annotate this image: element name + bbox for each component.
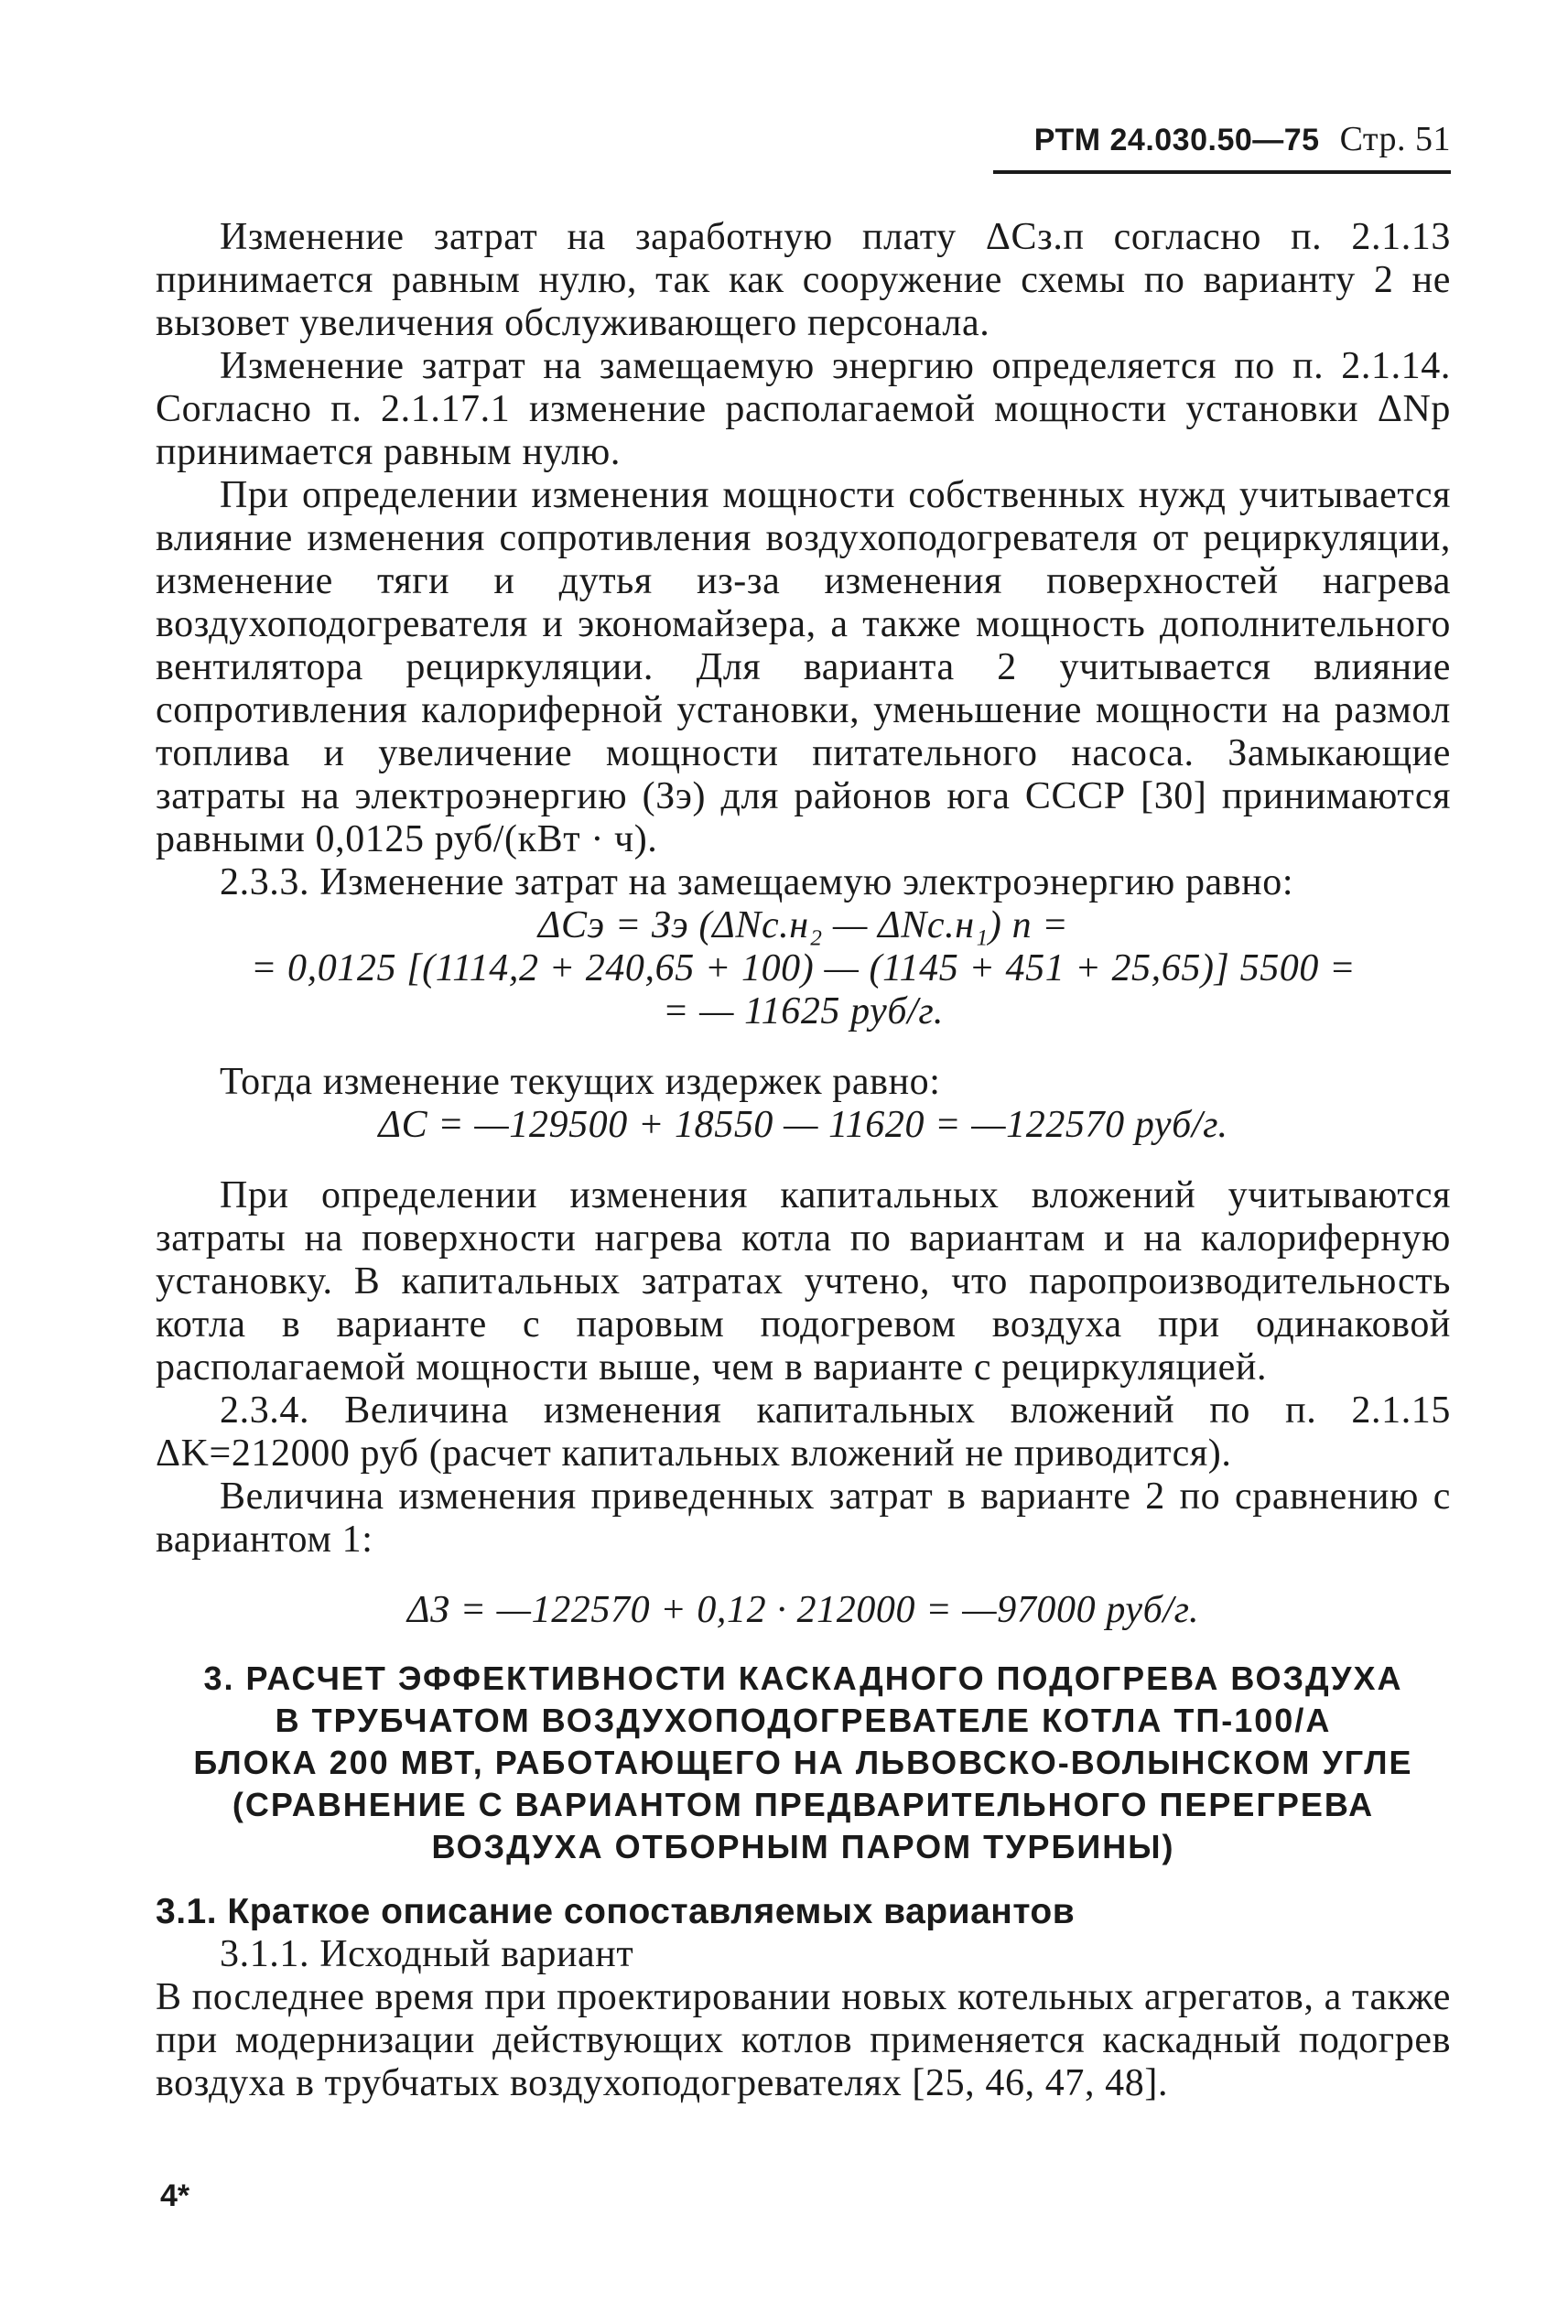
document-code: РТМ 24.030.50—75 (1033, 123, 1320, 157)
formula-line: = — 11625 руб/г. (663, 990, 944, 1032)
paragraph: При определении изменения капитальных вложений учитываются затраты на поверхности нагрева котла по вариантам и на калориферную установку. В капитальных затратах учтено, что паропроизводительность котла в варианте с паровым подогревом воздуха при одинаковой располагаемой мощности выше, чем в варианте с рециркуляцией. (156, 1174, 1451, 1389)
section-heading (156, 1658, 1451, 1868)
formula-line: ΔC = —129500 + 18550 — 11620 = —122570 руб/г. (378, 1104, 1228, 1146)
paragraph: 3.1.1. Исходный вариант (220, 1933, 634, 1975)
page-number: Стр. 51 (1339, 120, 1451, 158)
paragraph: Изменение затрат на заработную плату ΔCз.п согласно п. 2.1.13 принимается равным нулю, так как сооружение схемы по варианту 2 не вызовет увеличения обслуживающего персонала. (156, 216, 1451, 344)
signature-mark: 4* (160, 2178, 190, 2213)
paragraph: Тогда изменение текущих издержек равно: (220, 1061, 941, 1103)
subsection-heading: 3.1. Краткое описание сопоставляемых вариантов (156, 1892, 1076, 1931)
page-header (993, 119, 1451, 159)
header-rule (993, 170, 1451, 174)
paragraph: Величина изменения приведенных затрат в варианте 2 по сравнению с вариантом 1: (156, 1475, 1451, 1561)
section-heading-line: (СРАВНЕНИЕ С ВАРИАНТОМ ПРЕДВАРИТЕЛЬНОГО ПЕРЕГРЕВА (232, 1786, 1375, 1823)
paragraph: 2.3.4. Величина изменения капитальных вложений по п. 2.1.15 ΔK=212000 руб (расчет капитальных вложений не приводится). (156, 1389, 1451, 1475)
paragraph: Изменение затрат на замещаемую энергию определяется по п. 2.1.14. Согласно п. 2.1.17.1 изменение располагаемой мощности установки ΔNр принимается равным нулю. (156, 345, 1451, 473)
document-body (156, 216, 1451, 2105)
section-heading-line: 3. РАСЧЕТ ЭФФЕКТИВНОСТИ КАСКАДНОГО ПОДОГРЕВА ВОЗДУХА (203, 1659, 1403, 1697)
formula-line: ΔCэ = Зэ (ΔNс.н₂ — ΔNс.н₁) n = (537, 904, 1069, 946)
section-heading-line: В ТРУБЧАТОМ ВОЗДУХОПОДОГРЕВАТЕЛЕ КОТЛА ТП-100/А (275, 1702, 1332, 1739)
paragraph: 2.3.3. Изменение затрат на замещаемую электроэнергию равно: (220, 861, 1294, 903)
section-heading-line: ВОЗДУХА ОТБОРНЫМ ПАРОМ ТУРБИНЫ) (431, 1828, 1175, 1865)
formula-line: ΔЗ = —122570 + 0,12 · 212000 = —97000 руб/г. (406, 1589, 1200, 1631)
paragraph: В последнее время при проектировании новых котельных агрегатов, а также при модернизации действующих котлов применяется каскадный подогрев воздуха в трубчатых воздухоподогревателях [25, 46, 47, 48]. (156, 1976, 1451, 2104)
formula-line: = 0,0125 [(1114,2 + 240,65 + 100) — (1145 + 451 + 25,65)] 5500 = (250, 947, 1357, 989)
section-heading-line: БЛОКА 200 МВТ, РАБОТАЮЩЕГО НА ЛЬВОВСКО-ВОЛЫНСКОМ УГЛЕ (193, 1744, 1413, 1781)
paragraph: При определении изменения мощности собственных нужд учитывается влияние изменения сопротивления воздухоподогревателя от рециркуляции, изменение тяги и дутья из-за изменения поверхностей нагрева воздухоподогревателя и экономайзера, а также мощность дополнительного вентилятора рециркуляции. Для варианта 2 учитывается влияние сопротивления калориферной установки, уменьшение мощности на размол топлива и увеличение мощности питательного насоса. Замыкающие затраты на электроэнергию (Зэ) для районов юга СССР [30] принимаются равными 0,0125 руб/(кВт · ч). (156, 474, 1451, 860)
